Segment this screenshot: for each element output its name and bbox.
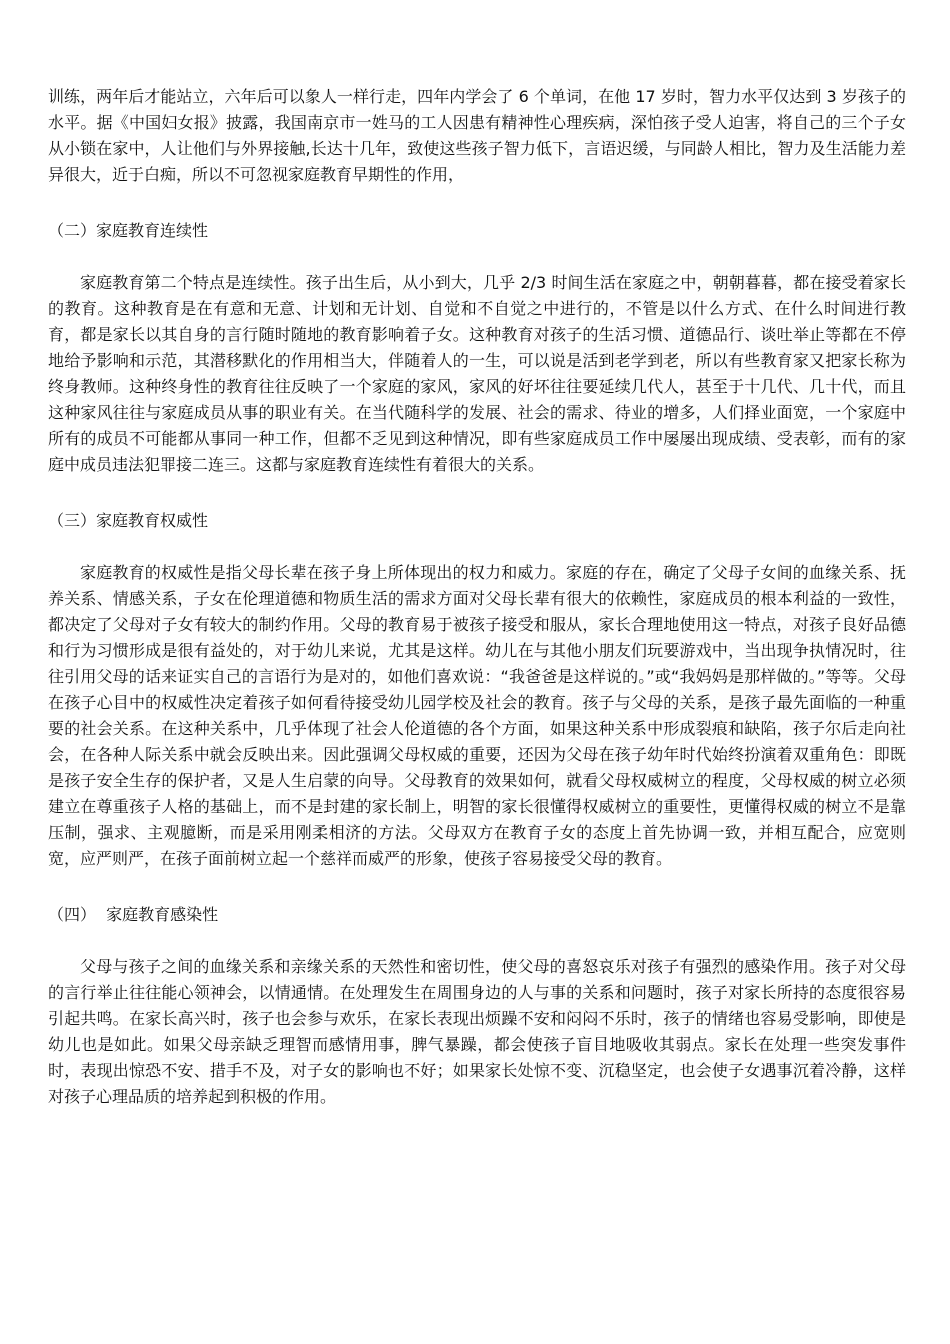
section-heading-infectiousness: （四） 家庭教育感染性 <box>48 905 219 924</box>
section-heading-authority: （三）家庭教育权威性 <box>48 511 209 530</box>
section-heading-continuity: （二）家庭教育连续性 <box>48 221 209 240</box>
paragraph-continuity: 家庭教育第二个特点是连续性。孩子出生后，从小到大，几乎 2/3 时间生活在家庭之中，朝朝暮暮，都在接受着家长的教育。这种教育是在有意和无意、计划和无计划、自觉和不自觉之中进行的，不管是以什么方式、在什么时间进行教育，都是家长以其自身的言行随时随地的教育影响着子女。这种教育对孩子的生活习惯、道德品行、谈吐举止等都在不停地给予影响和示范，其潜移默化的作用相当大，伴随着人的一生，可以说是活到老学到老，所以有些教育家又把家长称为终身教师。这种终身性的教育往往反映了一个家庭的家风，家风的好坏往往要延续几代人，甚至于十几代、几十代，而且这种家风往往与家庭成员从事的职业有关。在当代随科学的发展、社会的需求、待业的增多，人们择业面宽，一个家庭中所有的成员不可能都从事同一种工作，但都不乏见到这种情况，即有些家庭成员工作中屡屡出现成绩、受表彰，而有的家庭中成员违法犯罪接二连三。这都与家庭教育连续性有着很大的关系。 <box>48 273 906 474</box>
paragraph-infectiousness: 父母与孩子之间的血缘关系和亲缘关系的天然性和密切性，使父母的喜怒哀乐对孩子有强烈的感染作用。孩子对父母的言行举止往往能心领神会，以情通情。在处理发生在周围身边的人与事的关系和问题时，孩子对家长所持的态度很容易引起共鸣。在家长高兴时，孩子也会参与欢乐，在家长表现出烦躁不安和闷闷不乐时，孩子的情绪也容易受影响，即使是幼儿也是如此。如果父母亲缺乏理智而感情用事，脾气暴躁，都会使孩子盲目地吸收其弱点。家长在处理一些突发事件时，表现出惊恐不安、措手不及，对子女的影响也不好；如果家长处惊不变、沉稳坚定，也会使子女遇事沉着冷静，这样对孩子心理品质的培养起到积极的作用。 <box>48 957 906 1106</box>
document-page <box>48 84 906 1140</box>
paragraph-authority: 家庭教育的权威性是指父母长辈在孩子身上所体现出的权力和威力。家庭的存在，确定了父母子女间的血缘关系、抚养关系、情感关系，子女在伦理道德和物质生活的需求方面对父母长辈有很大的依赖性，家庭成员的根本利益的一致性，都决定了父母对子女有较大的制约作用。父母的教育易于被孩子接受和服从，家长合理地使用这一特点，对孩子良好品德和行为习惯形成是很有益处的，对于幼儿来说，尤其是这样。幼儿在与其他小朋友们玩要游戏中，当出现争执情况时，往往引用父母的话来证实自己的言语行为是对的，如他们喜欢说：“我爸爸是这样说的。”或“我妈妈是那样做的。”等等。父母在孩子心目中的权威性决定着孩子如何看待接受幼儿园学校及社会的教育。孩子与父母的关系，是孩子最先面临的一种重要的社会关系。在这种关系中，几乎体现了社会人伦道德的各个方面，如果这种关系中形成裂痕和缺陷，孩子尔后走向社会，在各种人际关系中就会反映出来。因此强调父母权威的重要，还因为父母在孩子幼年时代始终扮演着双重角色：即既是孩子安全生存的保护者，又是人生启蒙的向导。父母教育的效果如何，就看父母权威树立的程度，父母权威的树立必须 建立在尊重孩子人格的基础上，而不是封建的家长制上，明智的家长很懂得权威树立的重要性，更懂得权威的树立不是靠压制，强求、主观臆断，而是采用刚柔相济的方法。父母双方在教育子女的态度上首先协调一致，并相互配合，应宽则宽，应严则严，在孩子面前树立起一个慈祥而威严的形象，使孩子容易接受父母的教育。 <box>48 563 906 868</box>
paragraph-continuation: 训练，两年后才能站立，六年后可以象人一样行走，四年内学会了 6 个单词，在他 17 岁时，智力水平仅达到 3 岁孩子的水平。据《中国妇女报》披露，我国南京市一姓马的工人因患有精神性心理疾病，深怕孩子受人迫害，将自己的三个子女从小锁在家中，人让他们与外界接触,长达十几年，致使这些孩子智力低下，言语迟缓，与同龄人相比，智力及生活能力差异很大，近于白痴，所以不可忽视家庭教育早期性的作用， <box>48 87 906 184</box>
